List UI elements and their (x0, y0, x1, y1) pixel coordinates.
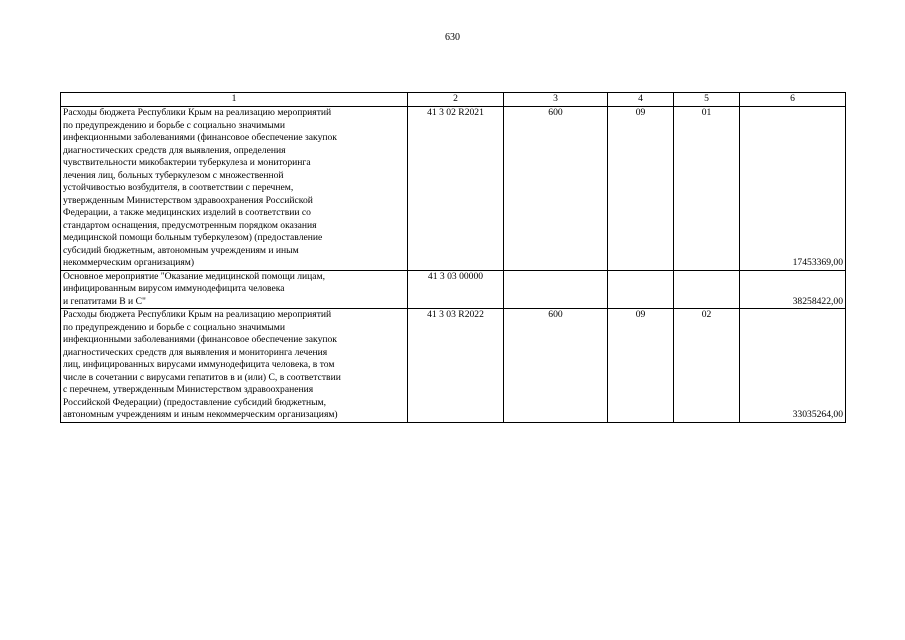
row-pr (674, 270, 740, 309)
row-pr: 01 (674, 107, 740, 271)
row-description: Расходы бюджета Республики Крым на реализацию мероприятий по предупреждению и борьбе с социально значимыми инфекционными заболеваниями (финансовое обеспечение закупок диагностических средств для выявления и мониторинга лечения лиц, инфицированных вирусами иммунодефицита человека, в том числе в сочетании с вирусами гепатитов в и (или) С, в соответствии с перечнем, утвержденным Министерством здравоохранения Российской Федерации) (предоставление субсидий бюджетным, автономным учреждениям и иным некоммерческим организациям) (61, 309, 408, 423)
row-amount: 17453369,00 (740, 107, 846, 271)
row-vr: 600 (504, 309, 608, 423)
column-header-2: 2 (408, 93, 504, 107)
page-number: 630 (445, 32, 460, 43)
row-code: 41 3 02 R2021 (408, 107, 504, 271)
row-code: 41 3 03 R2022 (408, 309, 504, 423)
table-row (61, 270, 846, 309)
row-pr: 02 (674, 309, 740, 423)
column-header-1: 1 (61, 93, 408, 107)
column-header-4: 4 (608, 93, 674, 107)
column-header-3: 3 (504, 93, 608, 107)
row-vr (504, 270, 608, 309)
row-rz: 09 (608, 309, 674, 423)
row-rz (608, 270, 674, 309)
row-vr: 600 (504, 107, 608, 271)
table-row (61, 107, 846, 271)
row-description: Основное мероприятие "Оказание медицинской помощи лицам, инфицированным вирусом иммунодефицита человека и гепатитами В и С" (61, 270, 408, 309)
budget-table (60, 92, 846, 423)
row-amount: 33035264,00 (740, 309, 846, 423)
row-description: Расходы бюджета Республики Крым на реализацию мероприятий по предупреждению и борьбе с социально значимыми инфекционными заболеваниями (финансовое обеспечение закупок диагностических средств для выявления, определения чувствительности микобактерии туберкулеза и мониторинга лечения лиц, больных туберкулезом с множественной устойчивостью возбудителя, в соответствии с перечнем, утвержденным Министерством здравоохранения Российской Федерации, а также медицинских изделий в соответствии со стандартом оснащения, предусмотренным порядком оказания медицинской помощи больным туберкулезом) (предоставление субсидий бюджетным, автономным учреждениям и иным некоммерческим организациям) (61, 107, 408, 271)
table-row (61, 309, 846, 423)
column-header-6: 6 (740, 93, 846, 107)
row-code: 41 3 03 00000 (408, 270, 504, 309)
row-amount: 38258422,00 (740, 270, 846, 309)
row-rz: 09 (608, 107, 674, 271)
table-header-row (61, 93, 846, 107)
column-header-5: 5 (674, 93, 740, 107)
